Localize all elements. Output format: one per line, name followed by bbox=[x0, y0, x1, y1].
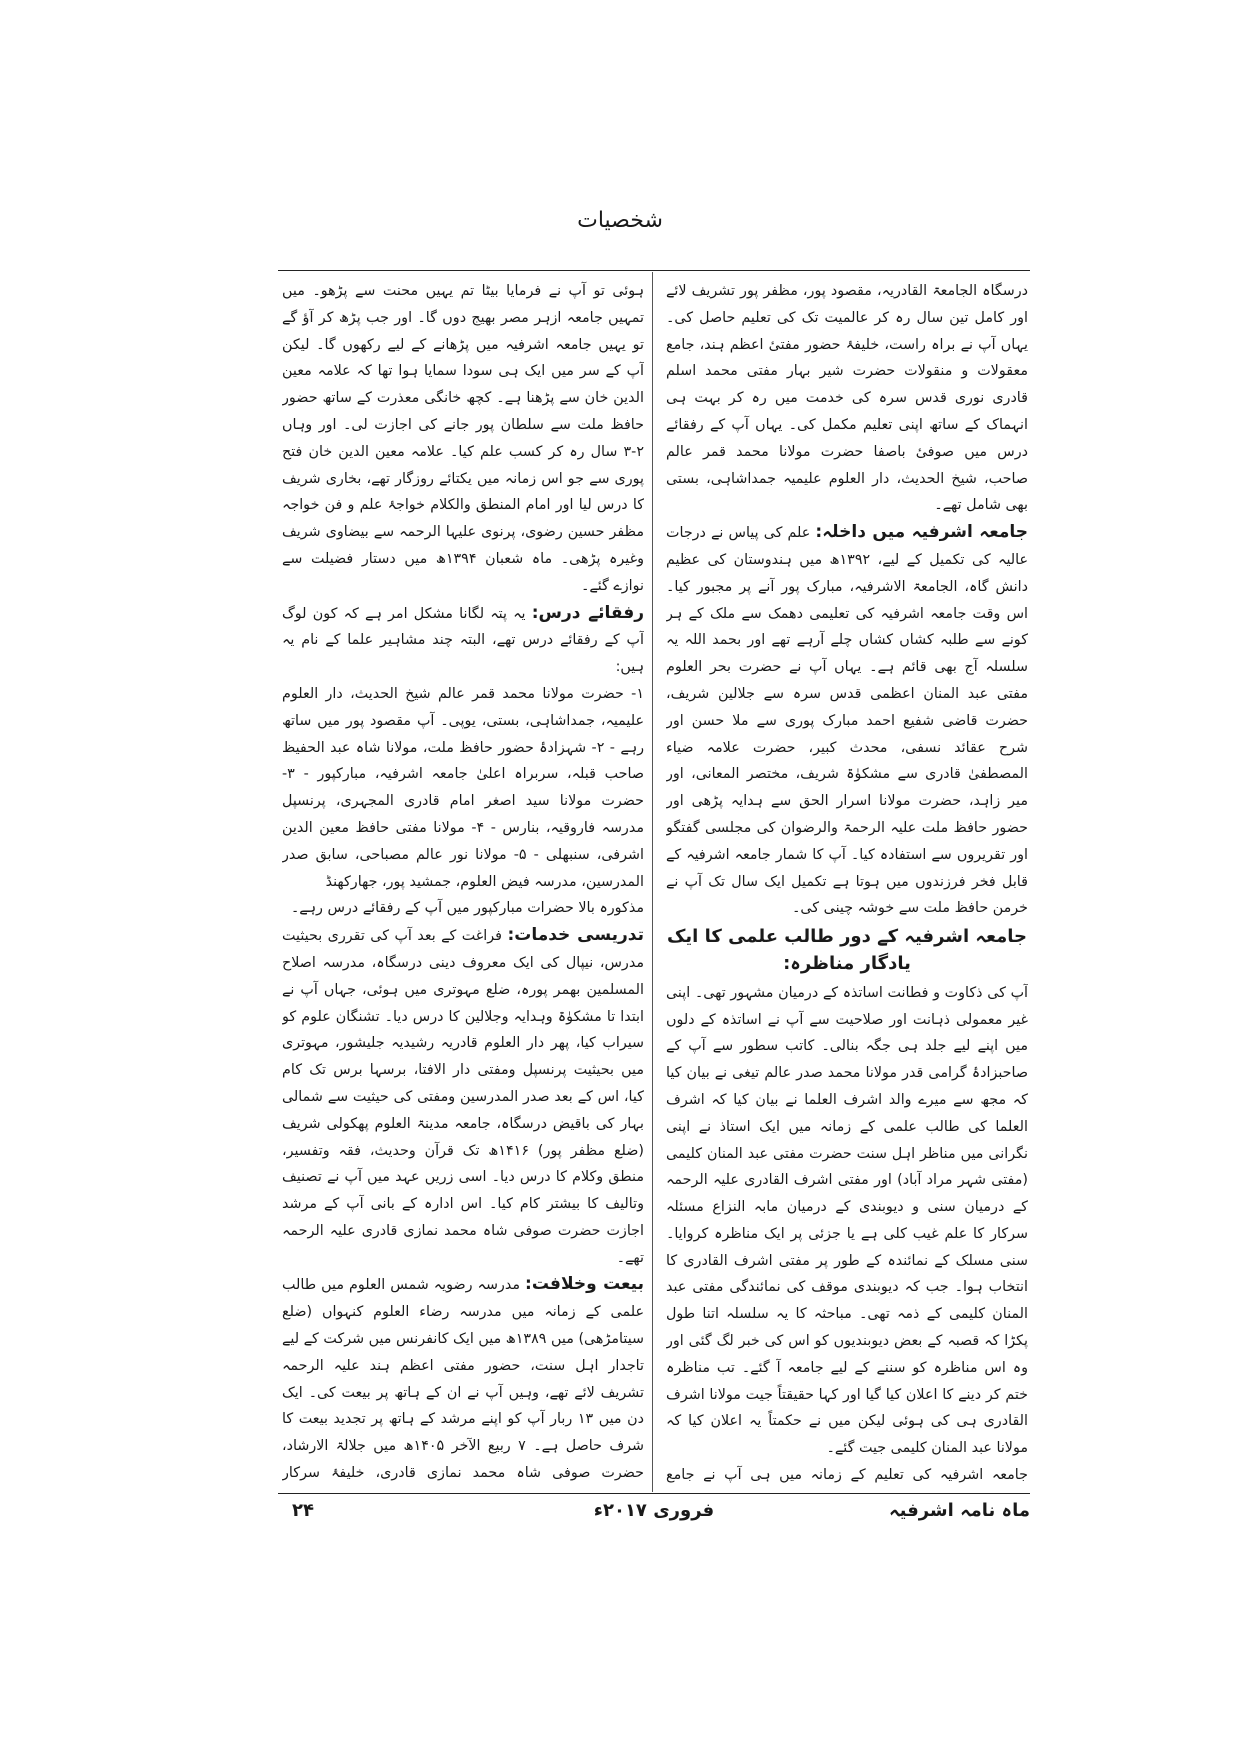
issue-date: فروری ۲۰۱۷ء bbox=[593, 1500, 715, 1521]
paragraph: علم کی پیاس نے درجات عالیہ کی تکمیل کے لیے، ۱۳۹۲ھ میں ہندوستان کی عظیم دانش گاہ، الجامعۃ الاشرفیہ، مبارک پور آنے پر مجبور کیا۔ اس وقت جامعہ اشرفیہ کی تعلیمی دھمک سے ملک کے ہر کونے سے طلبہ کشاں کشاں چلے آرہے تھے اور بحمد اللہ یہ سلسلہ آج بھی قائم ہے۔ یہاں آپ نے حضرت بحر العلوم مفتی عبد المنان اعظمی قدس سرہ سے جلالین شریف، حضرت قاضی شفیع احمد مبارک پوری سے ملا حسن اور شرح عقائد نسفی، محدث کبیر، حضرت علامہ ضیاء المصطفیٰ قادری سے مشکوٰۃ شریف، مختصر المعانی، اور میر زاہد، حضرت مولانا اسرار الحق سے ہدایہ پڑھی اور حضور حافظ ملت علیہ الرحمۃ والرضوان کی مجلسی گفتگو اور تقریروں سے استفادہ کیا۔ آپ کا شمار جامعہ اشرفیہ کے قابل فخر فرزندوں میں ہوتا ہے تکمیل ایک سال تک آپ نے خرمن حافظ ملت سے خوشہ چینی کی۔ bbox=[666, 525, 1028, 917]
column-divider bbox=[652, 272, 653, 1492]
section-heading: جامعہ اشرفیہ میں داخلہ: bbox=[815, 522, 1028, 543]
top-rule bbox=[278, 270, 1030, 271]
companions-list: ۱- حضرت مولانا محمد قمر عالم شیخ الحدیث، دار العلوم علیمیہ، جمداشاہی، بستی، یوپی۔ آپ مقصود پور میں ساتھ رہے - ۲- شہزادۂ حضور حافظ ملت، مولانا شاہ عبد الحفیظ صاحب قبلہ، سربراہ اعلیٰ جامعہ اشرفیہ، مبارکپور - ۳- حضرت مولانا سید اصغر امام قادری المجہری، پرنسپل مدرسہ فاروقیہ، بنارس - ۴- مولانا مفتی حافظ معین الدین اشرفی، سنبھلی - ۵- مولانا نور عالم مصباحی، سابق صدر المدرسین، مدرسہ فیض العلوم، جمشید پور، جھارکھنڈ bbox=[282, 685, 644, 890]
paragraph: جامعہ اشرفیہ کی تعلیم کے زمانہ میں ہی آپ نے جامع bbox=[666, 1467, 1028, 1484]
section-heading: تدریسی خدمات: bbox=[507, 925, 644, 946]
paragraph: مدرسہ رضویہ شمس العلوم میں طالب علمی کے زمانہ میں مدرسہ رضاء العلوم کنہواں (ضلع سیتامڑھی) میں ۱۳۸۹ھ میں ایک کانفرنس میں شرکت کے لیے تاجدار اہل سنت، حضور مفتی اعظم ہند علیہ الرحمہ تشریف لائے تھے، وہیں آپ نے ان کے ہاتھ پر بیعت کی۔ ایک دن میں ۱۳ ربار آپ کو اپنے مرشد کے ہاتھ پر تجدید بیعت کا شرف حاصل ہے۔ ۷ ربیع الآخر ۱۴۰۵ھ میں جلالۃ الارشاد، حضرت صوفی شاہ محمد نمازی قادری، خلیفۂ سرکار bbox=[282, 1277, 644, 1482]
page-footer bbox=[278, 1500, 1030, 1530]
paragraph: فراغت کے بعد آپ کی تقرری بحیثیت مدرس، نیپال کی ایک معروف دینی درسگاہ، مدرسہ اصلاح المسلمین بھمر پورہ، ضلع مہوتری میں ہوئی، جہاں آپ نے ابتدا تا مشکوٰۃ وہدایہ وجلالین کا درس دیا۔ تشنگان علوم کو سیراب کیا، پھر دار العلوم قادریہ رشیدیہ جلیشور، مہوتری میں بحیثیت پرنسپل ومفتی دار الافتا، برسہا برس تک کام کیا، اس کے بعد صدر المدرسین ومفتی کی حیثیت سے شمالی بہار کی باقیض درسگاہ، جامعہ مدینۃ العلوم پھکولی شریف (ضلع مظفر پور) ۱۴۱۶ھ تک قرآن وحدیث، فقہ وتفسیر، منطق وکلام کا درس دیا۔ اسی زریں عہد میں آپ نے تصنیف وتالیف کا بیشتر کام کیا۔ اس ادارہ کے بانی آپ کے مرشد اجازت حضرت صوفی شاہ محمد نمازی قادری علیہ الرحمہ تھے۔ bbox=[282, 928, 644, 1266]
bottom-rule bbox=[278, 1493, 1030, 1494]
paragraph: مذکورہ بالا حضرات مبارکپور میں آپ کے رفقائے درس رہے۔ bbox=[290, 900, 644, 917]
paragraph: آپ کی ذکاوت و فطانت اساتذہ کے درمیان مشہور تھی۔ اپنی غیر معمولی ذہانت اور صلاحیت سے آپ نے اساتذہ کے دلوں میں اپنے لیے جلد ہی جگہ بنالی۔ کاتب سطور سے آپ کے صاحبزادۂ گرامی قدر مولانا محمد صدر عالم تیغی نے بیان کیا کہ مجھ سے میرے والد اشرف العلما نے بیان کیا کہ اشرف العلما کی طالب علمی کے زمانہ میں ایک استاذ نے اپنی نگرانی میں مناظر اہل سنت حضرت مفتی عبد المنان کلیمی (مفتی شہر مراد آباد) اور مفتی اشرف القادری علیہ الرحمہ کے درمیان سنی و دیوبندی کے درمیان مابہ النزاع مسئلہ سرکار کا علم غیب کلی ہے یا جزئی پر ایک مناظرہ کروایا۔ سنی مسلک کے نمائندہ کے طور پر مفتی اشرف القادری کا انتخاب ہوا۔ جب کہ دیوبندی موقف کی نمائندگی مفتی عبد المنان کلیمی کے ذمہ تھی۔ مباحثہ کا یہ سلسلہ اتنا طول پکڑا کہ قصبہ کے بعض دیوبندیوں کو اس کی خبر لگ گئی اور وہ اس مناظرہ کو سننے کے لیے جامعہ آ گئے۔ تب مناظرہ ختم کر دینے کا اعلان کیا گیا اور کہا حقیقتاً جیت مولانا اشرف القادری ہی کی ہوئی لیکن میں نے حکمتاً یہ اعلان کیا کہ مولانا عبد المنان کلیمی جیت گئے۔ bbox=[666, 984, 1028, 1457]
section-heading: جامعہ اشرفیہ کے دور طالب علمی کا ایک یادگار مناظرہ: bbox=[666, 926, 1028, 974]
left-column bbox=[282, 278, 644, 1490]
paragraph: درسگاہ الجامعۃ القادریہ، مقصود پور، مظفر پور تشریف لائے اور کامل تین سال رہ کر عالمیت تک کی تعلیم حاصل کی۔ یہاں آپ نے براہ راست، خلیفۂ حضور مفتیٔ اعظم ہند، جامع معقولات و منقولات حضرت شیر بہار مفتی محمد اسلم قادری نوری قدس سرہ کی خدمت میں رہ کر بہت ہی انہماک کے ساتھ اپنی تعلیم مکمل کی۔ یہاں آپ کے رفقائے درس میں صوفیٔ باصفا حضرت مولانا محمد قمر عالم صاحب، شیخ الحدیث، دار العلوم علیمیہ جمداشاہی، بستی بھی شامل تھے۔ bbox=[666, 283, 1028, 514]
section-title: شخصیات bbox=[577, 208, 663, 233]
section-heading: رفقائے درس: bbox=[531, 602, 644, 623]
paragraph: ہوئی تو آپ نے فرمایا بیٹا تم یہیں محنت سے پڑھو۔ میں تمہیں جامعہ ازہر مصر بھیج دوں گا۔ اور جب پڑھ کر آؤ گے تو یہیں جامعہ اشرفیہ میں پڑھانے کے لیے رکھوں گا۔ لیکن آپ کے سر میں ایک ہی سودا سمایا ہوا تھا کہ علامہ معین الدین خان سے پڑھنا ہے۔ کچھ خانگی معذرت کے ساتھ حضور حافظ ملت سے سلطان پور جانے کی اجازت لی۔ اور وہاں ۲-۳ سال رہ کر کسب علم کیا۔ علامہ معین الدین خان فتح پوری سے جو اس زمانہ میں یکتائے روزگار تھے، بخاری شریف کا درس لیا اور امام المنطق والکلام خواجۂ علم و فن خواجہ مظفر حسین رضوی، پرنوی علیہا الرحمہ سے بیضاوی شریف وغیرہ پڑھی۔ ماہ شعبان ۱۳۹۴ھ میں دستار فضیلت سے نوازے گئے۔ bbox=[282, 283, 644, 594]
section-heading: بیعت وخلافت: bbox=[525, 1274, 644, 1295]
right-column bbox=[666, 278, 1028, 1490]
paragraph: یہ پتہ لگانا مشکل امر ہے کہ کون لوگ آپ کے رفقائے درس تھے، البتہ چند مشاہیر علما کے نام یہ ہیں: bbox=[282, 605, 644, 676]
page-number: ۲۴ bbox=[292, 1500, 314, 1521]
magazine-name: ماہ نامہ اشرفیہ bbox=[889, 1500, 1030, 1521]
